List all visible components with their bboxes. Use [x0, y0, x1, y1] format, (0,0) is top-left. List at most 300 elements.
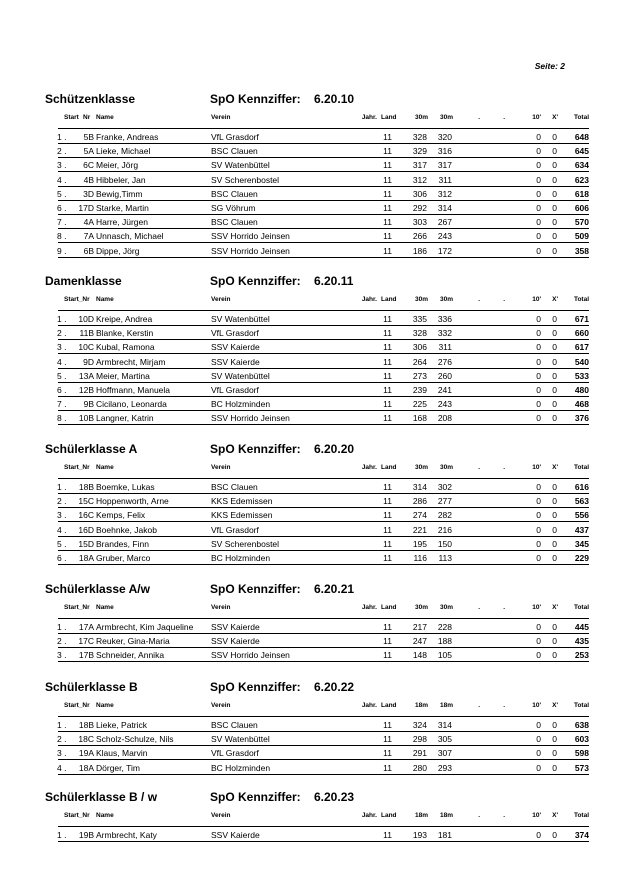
cell-verein: SSV Horrido Jeinsen — [211, 231, 290, 242]
cell-s1: 225 — [412, 399, 427, 410]
column-header-start: Start_Nr — [64, 702, 90, 709]
column-header-ten: 10' — [532, 812, 541, 819]
cell-s1: 148 — [412, 650, 427, 661]
cell-x: 0 — [552, 636, 557, 647]
table-row — [0, 326, 620, 340]
table-row — [0, 340, 620, 354]
cell-land: 11 — [383, 370, 392, 381]
header-rule — [58, 478, 589, 479]
cell-s1: 335 — [412, 314, 427, 324]
column-header-ten: 10' — [532, 604, 541, 611]
cell-verein: KKS Edemissen — [211, 496, 273, 507]
cell-x: 0 — [552, 830, 557, 840]
cell-ten: 0 — [536, 146, 541, 157]
cell-x: 0 — [552, 174, 557, 185]
cell-x: 0 — [552, 524, 557, 535]
column-header-verein: Verein — [211, 114, 231, 121]
column-header-d1: . — [478, 812, 480, 819]
cell-verein: VfL Grasdorf — [211, 132, 259, 142]
column-header-d2: . — [503, 114, 505, 121]
table-header — [0, 700, 620, 712]
cell-land: 11 — [383, 231, 392, 242]
cell-land: 11 — [383, 830, 392, 840]
header-rule — [58, 310, 589, 311]
column-header-land: Land — [381, 702, 397, 709]
column-header-x: X' — [552, 114, 558, 121]
cell-ten: 0 — [536, 188, 541, 199]
column-header-x: X' — [552, 464, 558, 471]
cell-nr: 18B — [78, 720, 94, 730]
cell-name: Reuker, Gina-Maria — [96, 636, 170, 647]
column-header-jahr: Jahr. — [361, 702, 377, 709]
row-rule — [58, 774, 589, 775]
page-number: Seite: 2 — [534, 61, 565, 71]
cell-s2: 113 — [438, 553, 452, 563]
cell-s1: 303 — [412, 217, 427, 228]
cell-s2: 316 — [437, 146, 452, 157]
column-header-land: Land — [381, 114, 397, 121]
cell-nr: 10D — [78, 314, 94, 324]
cell-land: 11 — [383, 399, 392, 410]
cell-place: 4 . — [57, 174, 67, 185]
column-header-d1: . — [478, 296, 480, 303]
table-row — [0, 383, 620, 397]
table-row — [0, 229, 620, 243]
cell-name: Hoppenworth, Arne — [96, 496, 169, 507]
column-header-total: Total — [573, 604, 589, 611]
cell-land: 11 — [383, 524, 392, 535]
column-header-s1: 30m — [414, 604, 428, 611]
cell-s1: 280 — [412, 762, 427, 773]
cell-s1: 286 — [412, 496, 427, 507]
column-header-s2: 30m — [439, 604, 453, 611]
spo-code: 6.20.20 — [314, 442, 355, 456]
cell-x: 0 — [552, 217, 557, 228]
cell-s2: 243 — [437, 231, 452, 242]
cell-verein: BSC Clauen — [211, 482, 258, 492]
cell-land: 11 — [383, 188, 392, 199]
column-header-d1: . — [478, 702, 480, 709]
cell-nr: 9D — [83, 356, 94, 367]
table-row — [0, 508, 620, 522]
cell-s1: 168 — [412, 413, 427, 424]
cell-verein: BSC Clauen — [211, 146, 258, 157]
column-header-land: Land — [381, 296, 397, 303]
cell-name: Klaus, Marvin — [96, 748, 148, 759]
cell-land: 11 — [383, 413, 392, 424]
cell-name: Scholz-Schulze, Nils — [96, 734, 174, 745]
table-row — [0, 746, 620, 760]
spo-code: 6.20.11 — [314, 274, 354, 288]
table-row — [0, 369, 620, 383]
cell-x: 0 — [552, 385, 557, 395]
column-header-jahr: Jahr. — [361, 604, 377, 611]
cell-nr: 17D — [78, 203, 94, 213]
cell-total: 376 — [574, 413, 589, 424]
cell-x: 0 — [552, 328, 557, 339]
table-row — [0, 144, 620, 158]
column-header-verein: Verein — [211, 812, 231, 819]
cell-land: 11 — [383, 538, 392, 549]
cell-ten: 0 — [536, 734, 541, 745]
row-rule — [58, 257, 589, 258]
cell-s1: 217 — [412, 622, 427, 632]
header-rule — [58, 716, 589, 717]
cell-s2: 320 — [437, 132, 452, 142]
cell-s1: 273 — [412, 370, 427, 381]
cell-name: Starke, Martin — [96, 203, 149, 213]
column-header-s1: 18m — [414, 702, 428, 709]
header-rule — [58, 618, 589, 619]
class-title: Damenklasse — [45, 274, 122, 288]
cell-total: 638 — [574, 720, 589, 730]
cell-ten: 0 — [536, 636, 541, 647]
cell-s2: 277 — [437, 496, 452, 507]
cell-verein: SSV Horrido Jeinsen — [211, 245, 290, 256]
cell-total: 437 — [574, 524, 589, 535]
cell-land: 11 — [383, 622, 392, 632]
column-header-x: X' — [552, 812, 558, 819]
class-title: Schülerklasse B / w — [45, 790, 158, 804]
cell-nr: 7A — [83, 231, 94, 242]
cell-s1: 186 — [412, 245, 427, 256]
cell-place: 7 . — [57, 399, 67, 410]
cell-land: 11 — [383, 720, 392, 730]
cell-place: 2 . — [57, 636, 67, 647]
cell-nr: 3D — [83, 188, 94, 199]
cell-s2: 172 — [437, 245, 452, 256]
table-row — [0, 397, 620, 411]
cell-verein: SV Watenbüttel — [211, 370, 270, 381]
cell-s2: 260 — [437, 370, 452, 381]
table-row — [0, 828, 620, 842]
spo-label: SpO Kennziffer: — [210, 790, 301, 804]
column-header-name: Name — [96, 702, 114, 709]
cell-s1: 264 — [412, 356, 427, 367]
column-header-name: Name — [96, 812, 114, 819]
cell-place: 1 . — [57, 720, 67, 730]
cell-verein: BSC Clauen — [211, 217, 258, 228]
cell-place: 3 . — [57, 748, 67, 759]
cell-s1: 324 — [412, 720, 427, 730]
table-row — [0, 215, 620, 229]
column-header-total: Total — [573, 296, 589, 303]
table-row — [0, 732, 620, 746]
header-rule — [58, 128, 589, 129]
cell-place: 2 . — [57, 146, 67, 157]
cell-total: 617 — [574, 342, 589, 353]
column-header-name: Name — [96, 464, 114, 471]
cell-place: 3 . — [57, 510, 67, 521]
table-header — [0, 810, 620, 822]
cell-name: Brandes, Finn — [96, 538, 149, 549]
cell-name: Hoffmann, Manuela — [96, 385, 171, 395]
cell-x: 0 — [552, 538, 557, 549]
cell-land: 11 — [383, 734, 392, 745]
cell-verein: SSV Kaierde — [211, 622, 260, 632]
cell-s1: 298 — [412, 734, 427, 745]
cell-x: 0 — [552, 399, 557, 410]
cell-name: Bewig,Timm — [96, 188, 143, 199]
cell-total: 603 — [574, 734, 589, 745]
cell-place: 4 . — [57, 762, 67, 773]
cell-name: Schneider, Annika — [96, 650, 165, 661]
column-header-d1: . — [478, 464, 480, 471]
column-header-d1: . — [478, 114, 480, 121]
cell-ten: 0 — [536, 622, 541, 632]
cell-total: 345 — [574, 538, 589, 549]
column-header-s1: 18m — [414, 812, 428, 819]
cell-s1: 116 — [413, 553, 427, 563]
cell-s1: 239 — [412, 385, 427, 395]
cell-name: Meier, Jörg — [96, 160, 139, 171]
cell-ten: 0 — [536, 342, 541, 353]
cell-land: 11 — [383, 496, 392, 507]
cell-name: Hibbeler, Jan — [96, 174, 146, 185]
cell-land: 11 — [383, 160, 392, 171]
cell-land: 11 — [383, 356, 392, 367]
cell-s2: 267 — [437, 217, 452, 228]
cell-x: 0 — [552, 734, 557, 745]
cell-total: 618 — [574, 188, 589, 199]
column-header-name: Name — [96, 114, 114, 121]
table-row — [0, 355, 620, 369]
spo-code: 6.20.10 — [314, 92, 355, 106]
spo-label: SpO Kennziffer: — [210, 442, 301, 456]
cell-name: Lieke, Patrick — [96, 720, 148, 730]
row-rule — [58, 424, 589, 425]
cell-ten: 0 — [536, 160, 541, 171]
spo-code: 6.20.22 — [314, 680, 355, 694]
cell-total: 533 — [574, 370, 589, 381]
cell-nr: 19A — [78, 748, 94, 759]
cell-ten: 0 — [536, 650, 541, 661]
column-header-d2: . — [503, 812, 505, 819]
cell-nr: 6B — [83, 245, 94, 256]
cell-total: 648 — [574, 132, 589, 142]
column-header-total: Total — [573, 812, 589, 819]
cell-place: 1 . — [57, 622, 67, 632]
cell-place: 2 . — [57, 496, 67, 507]
cell-s2: 181 — [437, 830, 452, 840]
cell-x: 0 — [552, 762, 557, 773]
cell-name: Unnasch, Michael — [96, 231, 164, 242]
cell-total: 468 — [574, 399, 589, 410]
cell-place: 5 . — [57, 538, 67, 549]
cell-name: Langner, Katrin — [96, 413, 154, 424]
cell-s2: 105 — [437, 650, 452, 661]
cell-land: 11 — [383, 132, 392, 142]
cell-ten: 0 — [536, 482, 541, 492]
column-header-s2: 18m — [439, 812, 453, 819]
table-row — [0, 620, 620, 634]
column-header-d1: . — [478, 604, 480, 611]
column-header-name: Name — [96, 604, 114, 611]
column-header-jahr: Jahr. — [361, 296, 377, 303]
cell-total: 540 — [574, 356, 589, 367]
cell-ten: 0 — [536, 217, 541, 228]
cell-nr: 10B — [78, 413, 94, 424]
column-header-x: X' — [552, 702, 558, 709]
column-header-s1: 30m — [414, 296, 428, 303]
cell-name: Cicilano, Leonarda — [96, 399, 167, 410]
cell-name: Kemps, Felix — [96, 510, 146, 521]
column-header-d2: . — [503, 604, 505, 611]
cell-name: Harre, Jürgen — [96, 217, 148, 228]
cell-ten: 0 — [536, 132, 541, 142]
header-rule — [58, 826, 589, 827]
cell-x: 0 — [552, 231, 557, 242]
cell-s2: 282 — [437, 510, 452, 521]
column-header-jahr: Jahr. — [361, 812, 377, 819]
column-header-jahr: Jahr. — [361, 464, 377, 471]
cell-nr: 6C — [83, 160, 94, 171]
column-header-start: Start_Nr — [64, 296, 90, 303]
cell-verein: KKS Edemissen — [211, 510, 273, 521]
cell-nr: 5B — [83, 132, 94, 142]
cell-total: 556 — [574, 510, 589, 521]
cell-land: 11 — [383, 748, 392, 759]
spo-label: SpO Kennziffer: — [210, 92, 301, 106]
column-header-verein: Verein — [211, 464, 231, 471]
cell-total: 616 — [574, 482, 589, 492]
cell-ten: 0 — [536, 203, 541, 213]
cell-x: 0 — [552, 146, 557, 157]
cell-nr: 11B — [79, 328, 94, 339]
column-header-land: Land — [381, 464, 397, 471]
column-header-verein: Verein — [211, 296, 231, 303]
cell-verein: SSV Kaierde — [211, 356, 260, 367]
row-rule — [58, 661, 589, 662]
cell-s2: 276 — [437, 356, 452, 367]
cell-s1: 306 — [412, 188, 427, 199]
cell-land: 11 — [383, 146, 392, 157]
cell-s1: 195 — [412, 538, 427, 549]
cell-total: 358 — [574, 245, 589, 256]
cell-s2: 243 — [437, 399, 452, 410]
table-header — [0, 112, 620, 124]
cell-x: 0 — [552, 356, 557, 367]
cell-verein: SSV Horrido Jeinsen — [211, 413, 290, 424]
spo-code: 6.20.21 — [314, 582, 355, 596]
column-header-verein: Verein — [211, 702, 231, 709]
cell-nr: 12B — [78, 385, 94, 395]
spo-code: 6.20.23 — [314, 790, 355, 804]
cell-nr: 18A — [78, 762, 94, 773]
cell-ten: 0 — [536, 231, 541, 242]
cell-ten: 0 — [536, 830, 541, 840]
cell-total: 445 — [574, 622, 589, 632]
cell-name: Blanke, Kerstin — [96, 328, 154, 339]
cell-ten: 0 — [536, 538, 541, 549]
cell-verein: SSV Horrido Jeinsen — [211, 650, 290, 661]
cell-verein: SV Scherenbostel — [211, 174, 280, 185]
cell-place: 3 . — [57, 342, 67, 353]
cell-s2: 216 — [437, 524, 452, 535]
cell-land: 11 — [383, 482, 392, 492]
cell-nr: 17B — [78, 650, 94, 661]
cell-land: 11 — [383, 245, 392, 256]
cell-x: 0 — [552, 553, 557, 563]
cell-s1: 328 — [412, 132, 427, 142]
column-header-s2: 30m — [439, 296, 453, 303]
cell-x: 0 — [552, 370, 557, 381]
cell-x: 0 — [552, 720, 557, 730]
column-header-name: Name — [96, 296, 114, 303]
cell-nr: 17C — [78, 636, 94, 647]
cell-s2: 314 — [437, 203, 452, 213]
cell-land: 11 — [383, 203, 392, 213]
column-header-total: Total — [573, 702, 589, 709]
cell-name: Gruber, Marco — [96, 553, 151, 563]
cell-name: Armbrecht, Katy — [96, 830, 157, 840]
table-row — [0, 648, 620, 662]
cell-s2: 241 — [437, 385, 452, 395]
cell-s2: 305 — [437, 734, 452, 745]
column-header-ten: 10' — [532, 296, 541, 303]
column-header-s2: 30m — [439, 114, 453, 121]
cell-verein: BSC Clauen — [211, 188, 258, 199]
cell-name: Armbrecht, Mirjam — [96, 356, 166, 367]
cell-s1: 328 — [412, 328, 427, 339]
cell-name: Meier, Martina — [96, 370, 150, 381]
cell-land: 11 — [383, 217, 392, 228]
cell-name: Dippe, Jörg — [96, 245, 140, 256]
column-header-ten: 10' — [532, 464, 541, 471]
cell-ten: 0 — [536, 356, 541, 367]
column-header-start: Start_Nr — [64, 812, 90, 819]
cell-total: 645 — [574, 146, 589, 157]
cell-place: 8 . — [57, 231, 67, 242]
cell-ten: 0 — [536, 245, 541, 256]
cell-land: 11 — [383, 553, 392, 563]
cell-name: Boehnke, Jakob — [96, 524, 157, 535]
cell-nr: 16D — [78, 524, 94, 535]
cell-verein: BC Holzminden — [211, 399, 271, 410]
cell-x: 0 — [552, 650, 557, 661]
cell-name: Lieke, Michael — [96, 146, 151, 157]
cell-s1: 291 — [412, 748, 427, 759]
cell-nr: 4A — [83, 217, 94, 228]
cell-total: 634 — [574, 160, 589, 171]
column-header-land: Land — [381, 604, 397, 611]
table-row — [0, 173, 620, 187]
column-header-land: Land — [381, 812, 397, 819]
column-header-x: X' — [552, 296, 558, 303]
column-header-total: Total — [573, 114, 589, 121]
column-header-nr: Nr — [83, 114, 91, 121]
cell-total: 671 — [574, 314, 589, 324]
cell-total: 606 — [574, 203, 589, 213]
column-header-verein: Verein — [211, 604, 231, 611]
cell-s2: 317 — [437, 160, 452, 171]
table-row — [0, 761, 620, 775]
cell-land: 11 — [383, 650, 392, 661]
table-row — [0, 551, 620, 565]
cell-verein: SSV Kaierde — [211, 830, 260, 840]
cell-place: 7 . — [57, 217, 67, 228]
cell-nr: 5A — [83, 146, 94, 157]
cell-s2: 312 — [437, 188, 452, 199]
cell-x: 0 — [552, 496, 557, 507]
cell-ten: 0 — [536, 328, 541, 339]
column-header-d2: . — [503, 464, 505, 471]
column-header-s2: 18m — [439, 702, 453, 709]
column-header-ten: 10' — [532, 702, 541, 709]
cell-ten: 0 — [536, 314, 541, 324]
cell-s2: 311 — [438, 174, 452, 185]
cell-s1: 292 — [412, 203, 427, 213]
